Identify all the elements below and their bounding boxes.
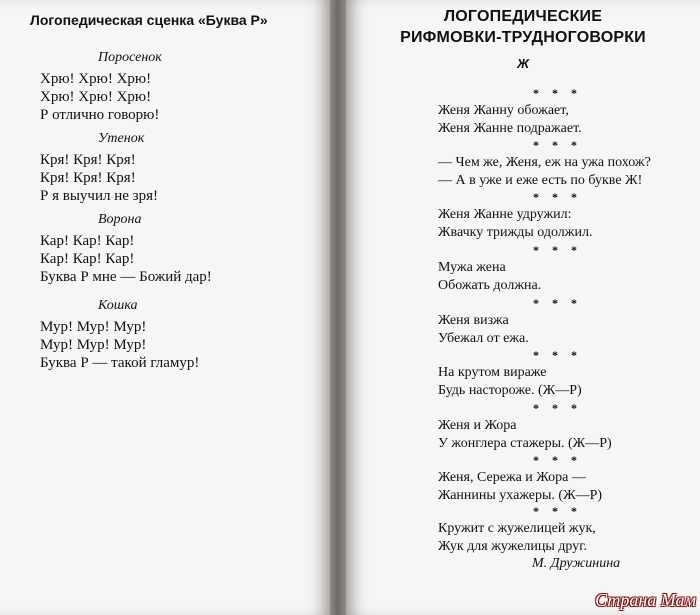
verse-line: Жвачку трижды одолжил. (438, 225, 593, 240)
scene-line: Мур! Мур! Мур! (40, 337, 147, 353)
scene-line: Кря! Кря! Кря! (40, 152, 136, 168)
verse-block (438, 401, 698, 453)
scene-line: Буква Р мне — Божий дар! (40, 269, 212, 285)
verse-line: Женя Жанне подражает. (438, 121, 582, 136)
separator: * * * (533, 243, 582, 257)
verse-block (438, 243, 698, 295)
site-watermark: Страна Мам (595, 590, 696, 610)
character-name: Поросенок (98, 50, 162, 65)
scene-line: Мур! Мур! Мур! (40, 319, 147, 335)
verse-line: Мужа жена (438, 260, 506, 275)
separator: * * * (533, 190, 582, 204)
scene-block (40, 50, 320, 124)
character-name: Кошка (98, 298, 138, 313)
verse-line: Убежал от ежа. (438, 331, 529, 346)
verse-block (438, 138, 698, 190)
verse-block (438, 348, 698, 400)
scene-line: Кря! Кря! Кря! (40, 170, 136, 186)
verse-line: Будь настороже. (Ж—Р) (438, 383, 582, 398)
scene-line: Кар! Кар! Кар! (40, 233, 135, 249)
verse-block (438, 453, 698, 505)
separator: * * * (533, 296, 582, 310)
scene-line: Р я выучил не зря! (40, 188, 158, 204)
verse-line: Женя визжа (438, 313, 509, 328)
verse-line: У жонглера стажеры. (Ж—Р) (438, 436, 612, 451)
verse-line: Кружит с жужелицей жук, (438, 521, 596, 536)
verse-line: Жук для жужелицы друг. (438, 539, 587, 554)
section-title (346, 6, 700, 48)
verse-line: Женя Жанну обожает, (438, 103, 569, 118)
character-name: Утенок (98, 131, 145, 146)
verse-line: Женя и Жора (438, 418, 517, 433)
scene-line: Хрю! Хрю! Хрю! (40, 89, 152, 105)
scene-block (40, 131, 320, 205)
separator: * * * (533, 348, 582, 362)
verse-line: Обожать должна. (438, 278, 542, 293)
separator: * * * (533, 504, 582, 518)
separator: * * * (533, 86, 582, 100)
verse-block (438, 190, 698, 242)
verse-line: — Чем же, Женя, еж на ужа похож? (438, 155, 651, 170)
verse-block (438, 296, 698, 348)
scene-line: Хрю! Хрю! Хрю! (40, 71, 152, 87)
scene-line: Буква Р — такой гламур! (40, 355, 200, 371)
character-name: Ворона (98, 212, 142, 227)
scene-block (40, 212, 320, 286)
scene-line: Р отлично говорю! (40, 107, 160, 123)
verse-line: Жаннины ухажеры. (Ж—Р) (438, 488, 603, 503)
scene-block (40, 298, 320, 372)
scene-line: Кар! Кар! Кар! (40, 251, 135, 267)
verse-block (438, 86, 698, 138)
verse-line: Женя Жанне удружил: (438, 207, 572, 222)
section-title-line: РИФМОВКИ-ТРУДНОГОВОРКИ (400, 29, 646, 46)
verse-line: — А в уже и еже есть по букве Ж! (438, 173, 643, 188)
section-title-line: ЛОГОПЕДИЧЕСКИЕ (443, 8, 603, 25)
verse-block (438, 504, 698, 556)
author-signature: М. Дружинина (532, 556, 621, 571)
book-spine (330, 0, 346, 615)
verse-line: Женя, Сережа и Жора — (438, 470, 586, 485)
scene-title: Логопедическая сценка «Буква Р» (30, 12, 268, 28)
verse-line: На крутом вираже (438, 365, 547, 380)
separator: * * * (533, 401, 582, 415)
letter-heading: Ж (516, 56, 530, 71)
separator: * * * (533, 453, 582, 467)
separator: * * * (533, 138, 582, 152)
